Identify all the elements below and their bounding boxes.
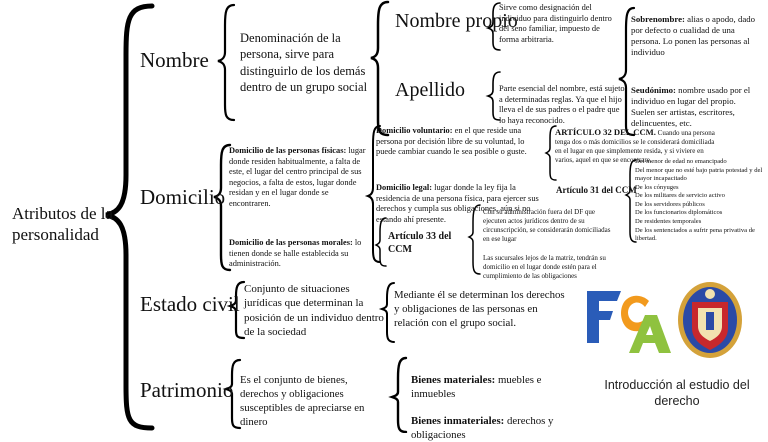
fca-logo	[583, 285, 671, 357]
bienes-inmateriales: Bienes inmateriales: derechos y obligaciones	[411, 415, 554, 442]
patrimonio-label: Patrimonio	[140, 378, 234, 402]
domicilio-fisicas: Domicilio de las personas físicas: lugar donde residen habitualmente, a falta de este, el lugar del centro principal de sus negocios, a falta de estos, lugar donde residan y en el lugar donde se encontraren.	[229, 146, 366, 208]
domicilio-voluntario: Domicilio voluntario: en el que reside una persona por decisión libre de su voluntad, lo puede cambiar cuando le sea posible o guste.	[376, 126, 527, 156]
estado-civil-definition: Conjunto de situaciones jurídicas que determinan la posición de un individuo dentro de la sociedad	[244, 283, 384, 338]
art33-text1: Con su administración fuera del DF que ejecuten actos jurídicos dentro de su circunscripción, se considerarán domiciliadas en ese lugar	[483, 208, 611, 244]
art33-text2: Las sucursales lejos de la matriz, tendrán su domicilio en el lugar donde estén para el cumplimiento de las obligaciones	[483, 254, 606, 281]
art31-item: Del menor de edad no emancipado	[635, 158, 727, 165]
nombre-sub-brace	[371, 2, 388, 135]
estado-civil-detail: Mediante él se determinan los derechos y obligaciones de las personas en relación con el grupo social.	[394, 289, 565, 330]
seudonimo-text: Seudónimo: nombre usado por el individuo en lugar del propio. Suelen ser artistas, escritores, delincuentes, etc.	[631, 85, 751, 128]
bienes-materiales: Bienes materiales: muebles e inmuebles	[411, 374, 542, 401]
root-label: Atributos de la personalidad	[12, 204, 114, 245]
art31-title: Artículo 31 del CCM	[556, 185, 637, 195]
nombre-definition: Denominación de la persona, sirve para distinguirlo de los demás dentro de un grupo social	[240, 31, 368, 94]
art31-item: De residentes temporales	[635, 217, 702, 225]
art31-item: De los cónyuges	[635, 183, 679, 191]
nombre-brace	[218, 5, 234, 120]
apellido-label: Apellido	[395, 79, 465, 101]
art33-title: Artículo 33 del CCM	[388, 231, 452, 255]
sobrenombre-text: Sobrenombre: alias o apodo, dado por defecto o cualidad de una persona. Lo ponen las personas al individuo	[631, 14, 756, 57]
patrimonio-detail-brace	[392, 358, 406, 432]
domicilio-label: Domicilio	[140, 185, 226, 209]
logo-caption: Introducción al estudio del derecho	[604, 378, 750, 409]
estado-civil-label: Estado civil	[140, 292, 240, 316]
nombre-propio-label: Nombre propio	[395, 10, 518, 32]
art31-item: De los militares de servicio activo	[635, 192, 725, 200]
patrimonio-definition: Es el conjunto de bienes, derechos y obligaciones susceptibles de apreciarse en dinero	[240, 374, 365, 429]
art31-item: De los sentenciados a sufrir pena privativa de libertad.	[635, 226, 755, 243]
art31-item: De los servidores públicos	[635, 200, 705, 208]
domicilio-morales: Domicilio de las personas morales: lo tienen donde se halle establecida su administración.	[229, 238, 362, 268]
art31-list	[635, 158, 767, 244]
university-shield-logo	[676, 280, 744, 360]
nombre-label: Nombre	[140, 48, 209, 72]
art32-text: ARTÍCULO 32 DEL CCM. Cuando una persona tenga dos o más domicilios se le considerará domiciliada en el lugar en que simplemente resida, y si viviere en varios, aquel en que se encontrare.	[555, 127, 715, 165]
art31-item: De los funcionarios diplomáticos	[635, 209, 723, 217]
art33-brace	[376, 218, 386, 266]
domicilio-legal: Domicilio legal: lugar donde la ley fija la residencia de una persona física, para ejercer sus derechos y cumpla sus obligaciones, aún si no estando ahí presente.	[376, 183, 539, 224]
apellido-text: Parte esencial del nombre, está sujeto a determinadas reglas. Ya que el hijo lleva el de sus padres o el padre que lo haya reconocido.	[499, 84, 625, 125]
nombre-propio-text: Sirve como designación del individuo para distinguirlo dentro del seno familiar, impuesto de forma arbitraria.	[499, 3, 612, 44]
art31-item: Del menor que no esté bajo patria potestad y del mayor incapacitado	[635, 166, 763, 183]
